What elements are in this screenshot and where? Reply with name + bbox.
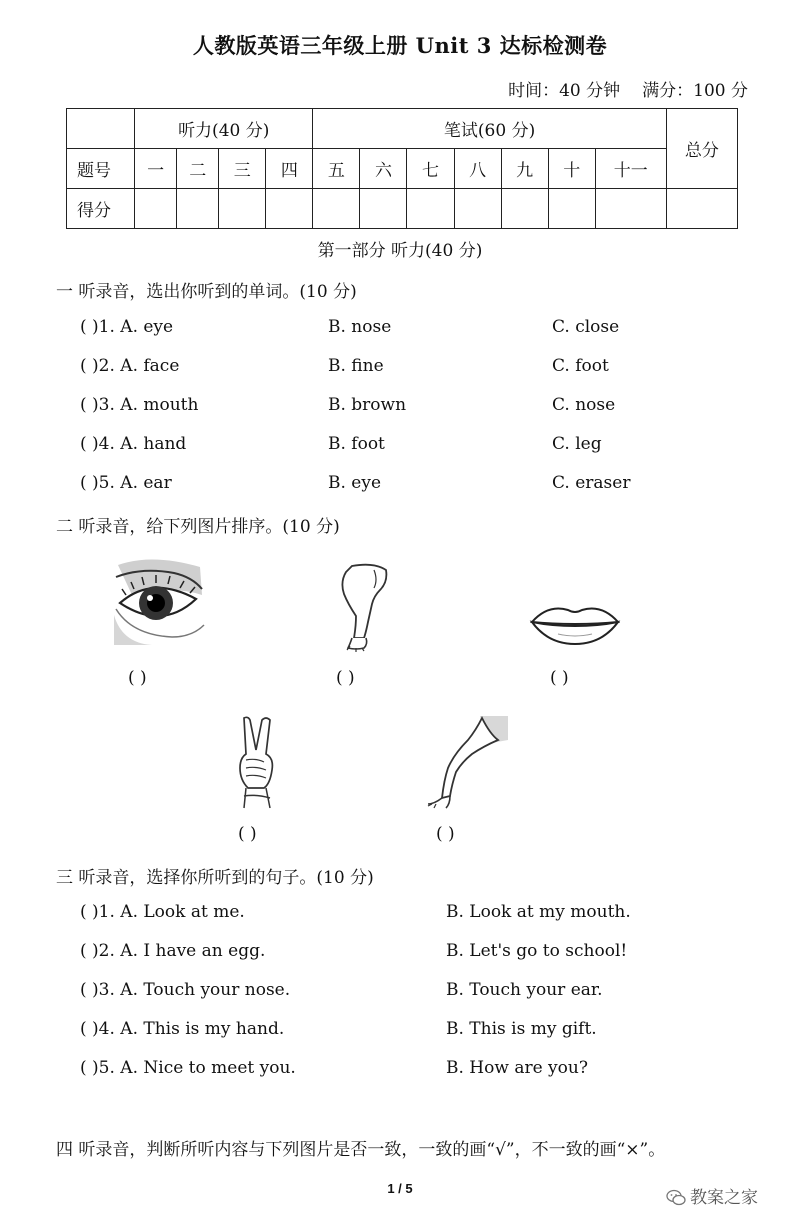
picture-answer-blank[interactable]: ( ) xyxy=(550,668,569,688)
score-cell[interactable] xyxy=(501,189,548,229)
part-one-heading: 第一部分 听力(40 分) xyxy=(317,241,483,261)
section1-option-c: C. close xyxy=(552,317,620,337)
watermark-text: 教案之家 xyxy=(690,1188,758,1208)
score-cell[interactable] xyxy=(360,189,407,229)
score-cell[interactable] xyxy=(595,189,666,229)
section3-option-b: B. Look at my mouth. xyxy=(446,902,631,922)
eye-icon xyxy=(112,555,208,645)
section1-option-b: B. fine xyxy=(328,356,384,376)
section4-title: 四 听录音，判断所听内容与下列图片是否一致，一致的画“√”，不一致的画“×”。 xyxy=(56,1140,666,1160)
score-cell[interactable] xyxy=(548,189,595,229)
score-table xyxy=(66,108,738,229)
section2-title: 二 听录音，给下列图片排序。(10 分) xyxy=(56,517,340,537)
question-number-cell: 十 xyxy=(548,149,595,189)
question-number-row xyxy=(67,149,738,189)
picture-answer-blank[interactable]: ( ) xyxy=(238,824,257,844)
section1-option-c: C. nose xyxy=(552,395,616,415)
section3-item-stem: ( )3. A. Touch your nose. xyxy=(80,980,291,1000)
score-cell[interactable] xyxy=(313,189,360,229)
section3-option-b: B. Touch your ear. xyxy=(446,980,603,1000)
score-label: 得分 xyxy=(67,189,135,229)
question-number-cell: 九 xyxy=(501,149,548,189)
exam-time: 时间：40 分钟 xyxy=(508,81,621,101)
question-number-cell: 二 xyxy=(177,149,219,189)
section1-item-stem: ( )4. A. hand xyxy=(80,434,187,454)
document-title: 人教版英语三年级上册 Unit 3 达标检测卷 xyxy=(192,33,608,58)
question-number-cell: 一 xyxy=(135,149,177,189)
hand-icon xyxy=(236,714,280,810)
section1-option-b: B. brown xyxy=(328,395,407,415)
score-cell[interactable] xyxy=(177,189,219,229)
section3-option-b: B. Let's go to school! xyxy=(446,941,628,961)
section1-option-c: C. foot xyxy=(552,356,609,376)
leg-icon xyxy=(424,714,510,810)
exam-full-score: 满分：100 分 xyxy=(642,81,748,101)
section1-item-stem: ( )1. A. eye xyxy=(80,317,174,337)
section1-option-b: B. nose xyxy=(328,317,392,337)
page-number: 1 / 5 xyxy=(387,1181,413,1196)
section3-item-stem: ( )5. A. Nice to meet you. xyxy=(80,1058,296,1078)
listening-header: 听力(40 分) xyxy=(135,109,313,149)
section3-option-b: B. How are you? xyxy=(446,1058,588,1078)
section1-title: 一 听录音，选出你听到的单词。(10 分) xyxy=(56,282,357,302)
mouth-icon xyxy=(528,600,622,648)
section1-option-c: C. leg xyxy=(552,434,602,454)
score-cell[interactable] xyxy=(454,189,501,229)
arm-icon xyxy=(334,560,394,652)
section3-item-stem: ( )1. A. Look at me. xyxy=(80,902,245,922)
score-cell[interactable] xyxy=(266,189,313,229)
total-header: 总分 xyxy=(666,109,737,189)
question-number-label: 题号 xyxy=(67,149,135,189)
section3-title: 三 听录音，选择你所听到的句子。(10 分) xyxy=(56,868,374,888)
question-number-cell: 三 xyxy=(219,149,266,189)
total-score-cell[interactable] xyxy=(666,189,737,229)
section1-item-stem: ( )5. A. ear xyxy=(80,473,172,493)
writing-header: 笔试(60 分) xyxy=(313,109,666,149)
question-number-cell: 十一 xyxy=(595,149,666,189)
section1-item-stem: ( )2. A. face xyxy=(80,356,180,376)
question-number-cell: 五 xyxy=(313,149,360,189)
section1-option-b: B. foot xyxy=(328,434,385,454)
watermark xyxy=(666,1183,758,1208)
section3-item-stem: ( )4. A. This is my hand. xyxy=(80,1019,285,1039)
score-row xyxy=(67,189,738,229)
section1-item-stem: ( )3. A. mouth xyxy=(80,395,199,415)
wechat-icon xyxy=(666,1189,686,1207)
section3-option-b: B. This is my gift. xyxy=(446,1019,597,1039)
score-table-header-row xyxy=(67,109,738,149)
question-number-cell: 八 xyxy=(454,149,501,189)
question-number-cell: 七 xyxy=(407,149,454,189)
section1-option-b: B. eye xyxy=(328,473,382,493)
question-number-cell: 六 xyxy=(360,149,407,189)
section1-option-c: C. eraser xyxy=(552,473,631,493)
section3-item-stem: ( )2. A. I have an egg. xyxy=(80,941,266,961)
score-cell[interactable] xyxy=(135,189,177,229)
score-table-corner xyxy=(67,109,135,149)
score-cell[interactable] xyxy=(407,189,454,229)
picture-answer-blank[interactable]: ( ) xyxy=(336,668,355,688)
score-cell[interactable] xyxy=(219,189,266,229)
picture-answer-blank[interactable]: ( ) xyxy=(128,668,147,688)
picture-answer-blank[interactable]: ( ) xyxy=(436,824,455,844)
exam-meta xyxy=(508,76,748,101)
question-number-cell: 四 xyxy=(266,149,313,189)
